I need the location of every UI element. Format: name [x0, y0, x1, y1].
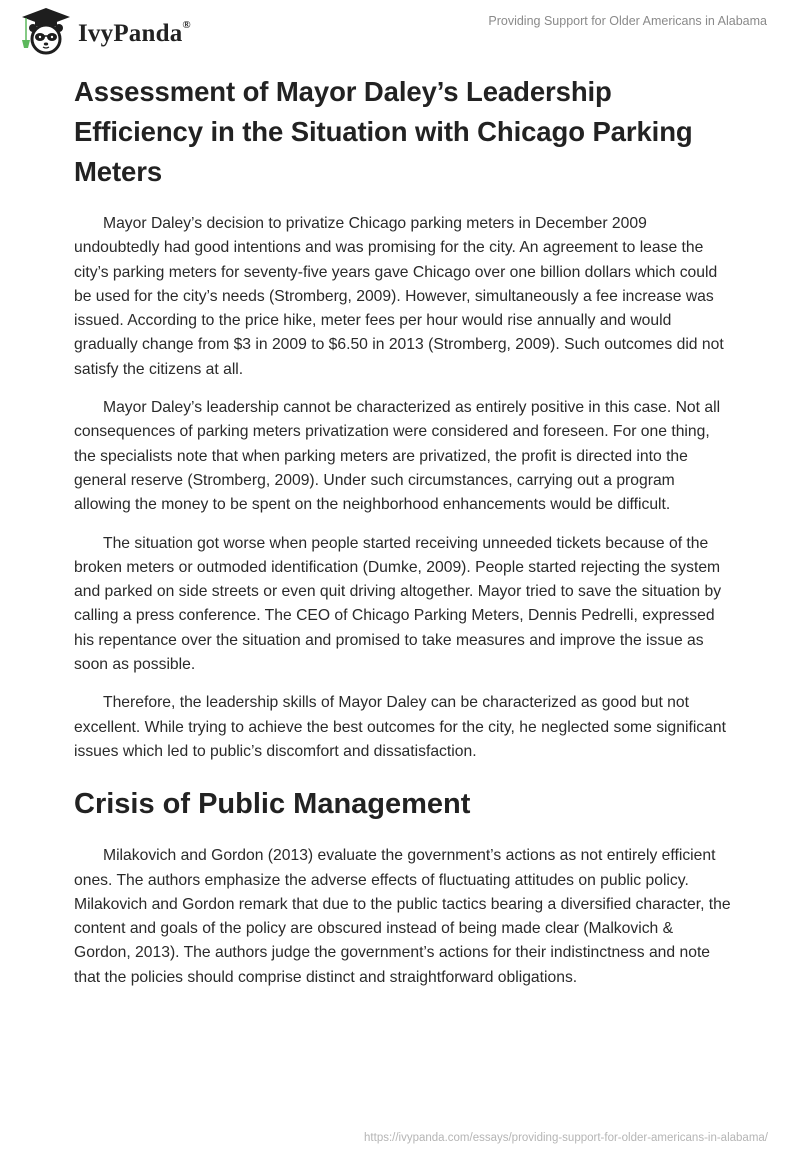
paragraph: The situation got worse when people started receiving unneeded tickets because of the broken meters or outmoded identification (Dumke, 2009). People started rejecting the system and parked on side streets or even quit driving altogether. Mayor tried to save the situation by calling a press conference. The CEO of Chicago Parking Meters, Dennis Pedrelli, expressed his repentance over the situation and promised to take measures and improve the issue as soon as possible. [74, 534, 722, 674]
document-title: Providing Support for Older Americans in Alabama [488, 14, 767, 28]
paragraph: Milakovich and Gordon (2013) evaluate the government’s actions as not entirely efficient ones. The authors emphasize the adverse effects of fluctuating attitudes on public policy. Milakovich and Gordon remark that due to the public tactics bearing a diversified character, the content and goals of the policy are obscured instead of being made clear (Malkovich & Gordon, 2013). The authors judge the government’s actions for their indistinctness and note that the policies should comprise distinct and straightforward obligations. [74, 847, 731, 986]
paragraph: Mayor Daley’s leadership cannot be characterized as entirely positive in this case. Not all consequences of parking meters privatization were considered and foreseen. For one thing, the specialists note that when parking meters are privatized, the profit is directed into the general reserve (Stromberg, 2009). Under such circumstances, carrying out a program allowing the money to be spent on the neighborhood enhancements would be difficult. [74, 399, 721, 514]
source-url[interactable]: https://ivypanda.com/essays/providing-support-for-older-americans-in-alabama/ [364, 1132, 768, 1144]
panda-graduate-icon [18, 6, 74, 56]
registered-mark: ® [182, 18, 191, 31]
section-heading: Crisis of Public Management [74, 788, 471, 821]
page-header [0, 0, 800, 60]
paragraph: Therefore, the leadership skills of Mayor Daley can be characterized as good but not excellent. While trying to achieve the best outcomes for the city, he neglected some significant issues which led to public’s discomfort and dissatisfaction. [74, 694, 726, 760]
brand-name: IvyPanda® [78, 18, 191, 47]
paragraph: Mayor Daley’s decision to privatize Chicago parking meters in December 2009 undoubtedly had good intentions and was promising for the city. An agreement to lease the city’s parking meters for seventy-five years gave Chicago over one billion dollars which could be used for the city’s needs (Stromberg, 2009). However, simultaneously a fee increase was issued. According to the price hike, meter fees per hour would rise annually and would gradually change from $3 in 2009 to $6.50 in 2013 (Stromberg, 2009). Such outcomes did not satisfy the citizens at all. [74, 215, 724, 378]
ivypanda-logo[interactable] [18, 6, 191, 56]
article-title: Assessment of Mayor Daley’s Leadership Efficiency in the Situation with Chicago Parking Meters [74, 76, 693, 187]
article-body [74, 72, 734, 1004]
